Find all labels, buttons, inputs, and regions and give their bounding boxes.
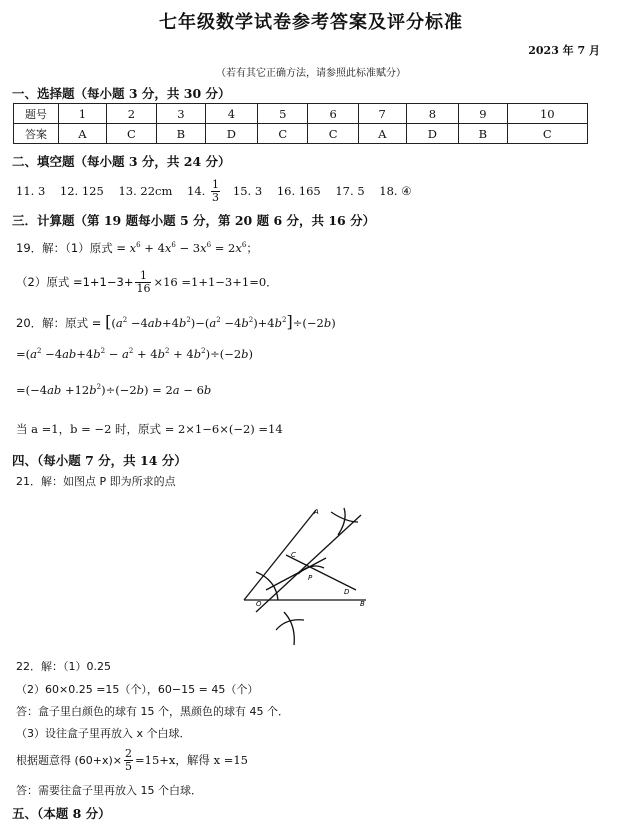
label-a: A	[314, 508, 319, 516]
item-number: 16.	[276, 184, 296, 198]
q19-prefix: 19．解：（1）原式 =	[16, 241, 126, 255]
q22-equation	[16, 743, 248, 777]
item-number: 17.	[335, 184, 354, 198]
page-title: 七年级数学试卷参考答案及评分标准	[159, 12, 463, 33]
item-answer: 3	[37, 184, 46, 198]
fraction	[211, 179, 220, 204]
q22-eq-prefix: 根据题意得 (60+x)×	[16, 754, 123, 767]
item-answer: 125	[81, 184, 104, 198]
label-b: B	[360, 600, 365, 608]
section-1-heading: 一、选择题（每小题 3 分，共 30 分）	[12, 86, 231, 101]
denominator: 3	[211, 190, 219, 204]
q19-2-suffix: ×16 =1+1−3+1=0．	[153, 275, 278, 289]
table-cell: 5	[258, 104, 308, 124]
numerator: 1	[211, 177, 219, 191]
scoring-note: （若有其它正确方法，请参照此标准赋分）	[216, 68, 406, 79]
item-answer: 3	[254, 184, 263, 198]
table-cell: 10	[507, 104, 587, 124]
item-number: 11.	[16, 184, 35, 198]
q22-answer-1: 答：盒子里白颜色的球有 15 个，黑颜色的球有 45 个．	[16, 705, 289, 718]
table-header: 答案	[14, 124, 59, 144]
table-cell: A	[358, 124, 406, 144]
arc-lower-2	[284, 612, 294, 645]
table-cell: 6	[308, 104, 358, 124]
angle-bisector	[256, 515, 361, 612]
section-5-heading: 五、（本题 8 分）	[12, 806, 111, 821]
table-cell: C	[106, 124, 156, 144]
construction-figure	[236, 500, 376, 650]
item-answer: 5	[357, 184, 365, 198]
numerator: 2	[125, 746, 133, 760]
table-cell: C	[308, 124, 358, 144]
date: 2023 年 7 月	[528, 44, 600, 57]
table-cell: 8	[406, 104, 459, 124]
label-d: D	[344, 588, 350, 596]
q21-text: 21．解：如图点 P 即为所求的点	[16, 475, 176, 488]
item-answer: 22cm	[140, 184, 173, 198]
item-number: 15.	[232, 184, 252, 198]
q19-part2	[16, 265, 278, 299]
q20-line2	[16, 347, 253, 361]
table-cell: C	[258, 124, 308, 144]
q19-expression: $x^6 + 4x^6 - 3x^6 = 2x^6$；	[129, 241, 258, 255]
table-cell: B	[157, 124, 206, 144]
answer-table	[13, 103, 588, 144]
q20-expression-2: $=(a^2 -4ab+4b^2 - a^2 + 4b^2 + 4b^2)\div(-2b)$	[16, 347, 254, 361]
section-3-heading: 三．计算题（第 19 题每小题 5 分，第 20 题 6 分，共 16 分）	[12, 213, 376, 228]
item-number: 14.	[187, 184, 206, 198]
fraction	[124, 748, 133, 773]
q19-part1	[16, 240, 258, 256]
q20-expression-1: $[(a^2 -4ab+4b^2)-(a^2 -4b^2)+4b^2]\div(-2b)$	[105, 312, 336, 331]
table-header: 题号	[14, 104, 59, 124]
table-cell: 1	[59, 104, 107, 124]
q20-evaluation	[16, 421, 283, 437]
table-row	[14, 104, 588, 124]
q22-part2: （2）60×0.25 =15（个），60−15 = 45（个）	[16, 683, 259, 696]
label-o: O	[256, 600, 262, 608]
q20-expression-3: $=(-4ab +12b^2)\div(-2b) = 2a - 6b$	[16, 383, 212, 397]
cond-prefix: 当	[16, 422, 28, 436]
item-answer: 165	[298, 184, 321, 198]
q22-part3: （3）设往盒子里再放入 x 个白球．	[16, 727, 191, 740]
item-number: 18.	[379, 184, 398, 198]
item-number: 12.	[59, 184, 79, 198]
q20-prefix: 20．解：原式 =	[16, 316, 102, 330]
numerator: 1	[135, 270, 151, 283]
table-cell: D	[406, 124, 459, 144]
section-2-heading: 二、填空题（每小题 3 分，共 24 分）	[12, 154, 231, 169]
q22-part1: 22．解：（1）0.25	[16, 660, 111, 673]
table-cell: D	[205, 124, 258, 144]
denominator: 16	[136, 281, 151, 295]
q20-line1	[16, 312, 336, 331]
section-4-heading: 四、（每小题 7 分，共 14 分）	[12, 453, 187, 468]
fraction	[135, 270, 151, 295]
table-cell: C	[507, 124, 587, 144]
item-answer: ④	[401, 184, 412, 198]
table-cell: 2	[106, 104, 156, 124]
denominator: 5	[125, 759, 133, 773]
q22-eq-suffix: =15+x，解得 x =15	[135, 753, 248, 767]
q22-answer-2: 答：需要往盒子里再放入 15 个白球．	[16, 784, 202, 797]
table-cell: A	[59, 124, 107, 144]
label-c: C	[291, 551, 296, 559]
table-cell: B	[459, 124, 508, 144]
table-cell: 9	[459, 104, 508, 124]
table-cell: 3	[157, 104, 206, 124]
table-row	[14, 124, 588, 144]
fill-in-answers	[16, 174, 412, 208]
construction-line	[266, 558, 326, 590]
cond-text: a =1，b = −2 时，原式 = 2×1−6×(−2) =14	[31, 422, 283, 436]
label-p: P	[308, 574, 313, 582]
q19-2-prefix: （2）原式 =1+1−3+	[16, 275, 134, 289]
table-cell: 4	[205, 104, 258, 124]
table-cell: 7	[358, 104, 406, 124]
item-number: 13.	[118, 184, 137, 198]
q20-line3	[16, 383, 211, 397]
ray-oa	[244, 510, 316, 600]
